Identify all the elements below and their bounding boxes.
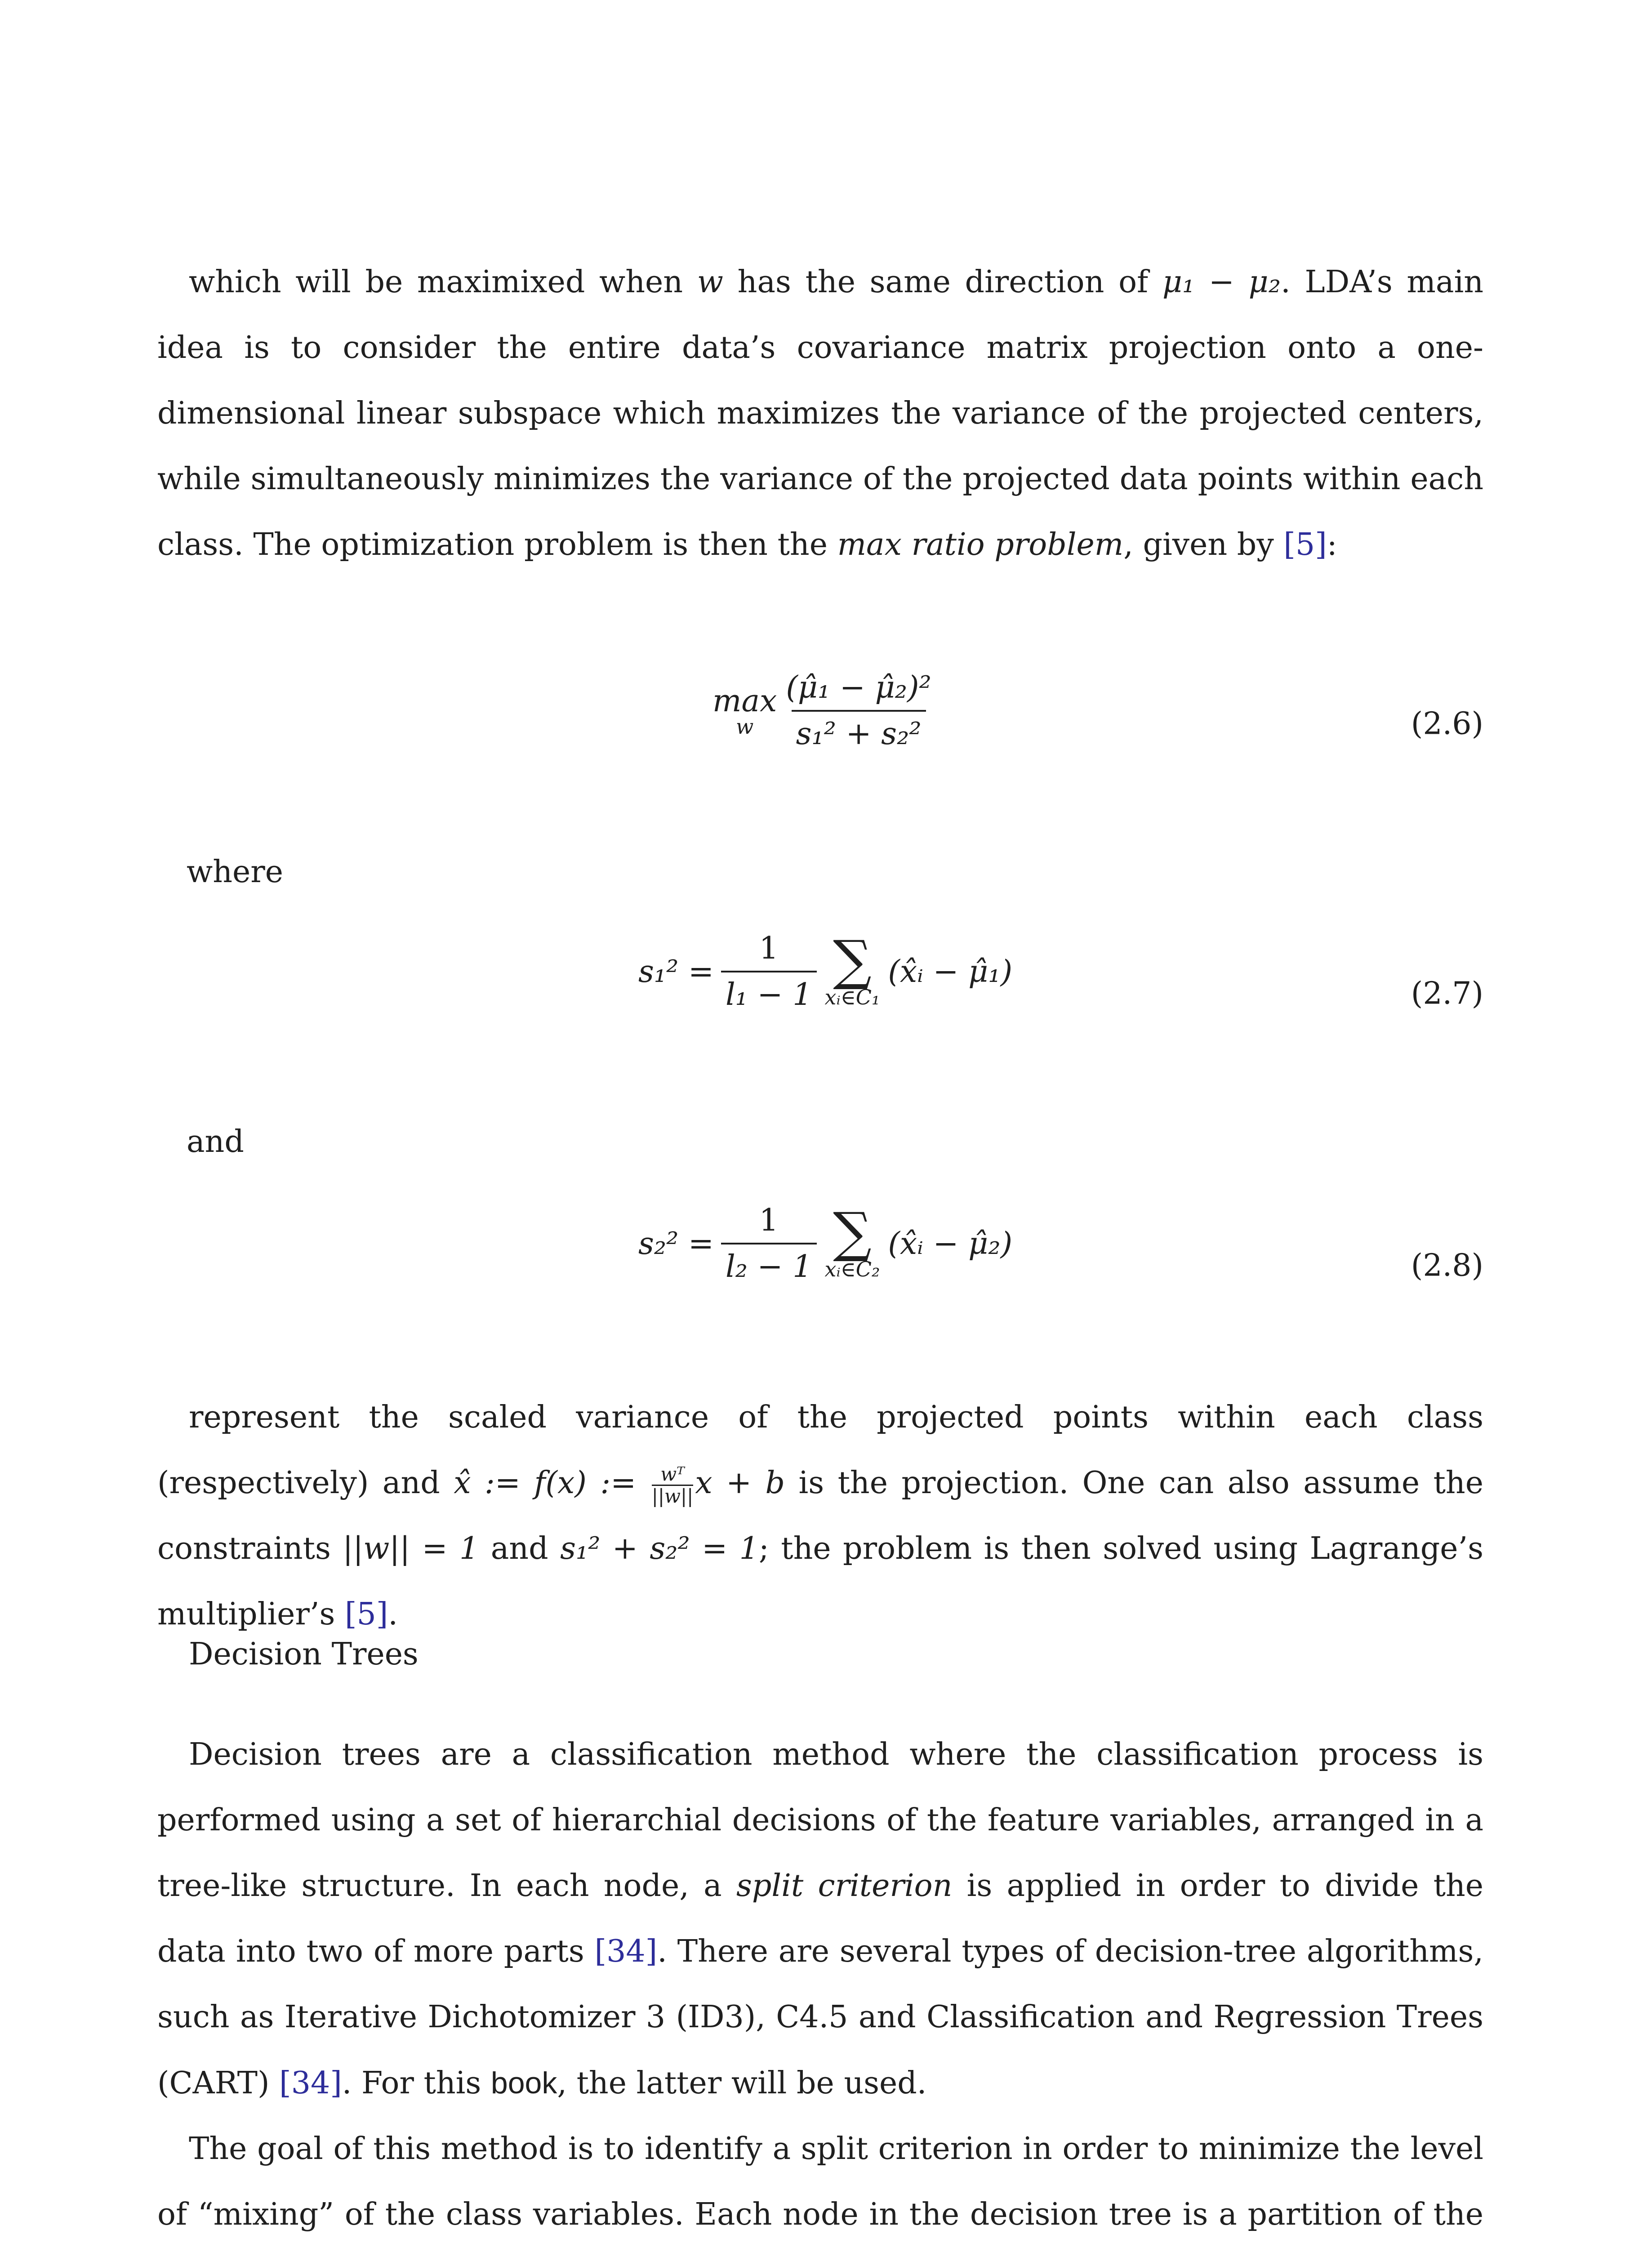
- inline-fraction: [652, 1464, 694, 1507]
- fraction-denominator: l₂ − 1: [721, 1243, 816, 1285]
- summation-operator: [824, 929, 880, 1009]
- text-run: ; the problem is then solved using Lagrange’s multiplier’s: [157, 1531, 1483, 1632]
- text-run: , given by: [1123, 527, 1284, 562]
- max-label: max: [712, 683, 777, 719]
- sigma-symbol: ∑: [833, 929, 872, 992]
- text-run: . For this: [342, 2065, 491, 2101]
- equation-2-6: [0, 652, 1652, 796]
- fraction-numerator: wᵀ: [660, 1463, 685, 1485]
- paragraph-lda-intro: [157, 250, 1483, 578]
- summation-term: (x̂ᵢ − μ̂₁): [888, 954, 1013, 990]
- fraction-numerator: 1: [759, 931, 779, 966]
- fraction-numerator: 1: [759, 1203, 779, 1238]
- text-run: has the same direction of: [723, 264, 1162, 300]
- paragraph-goal: The goal of this method is to identify a split criterion in order to minimize the level of “mixing” of the class variables. Each node in the decision tree is a partition of the: [157, 2131, 1483, 2232]
- math-projection-lhs: x̂ := f(x) :=: [454, 1465, 637, 1501]
- and-label: and: [187, 1124, 244, 1160]
- fraction-denominator: l₁ − 1: [721, 971, 816, 1012]
- scale-fraction: [721, 931, 816, 1012]
- text-run: is applied in order to divide the data into two of more parts: [157, 1868, 1483, 1969]
- ratio-fraction: [781, 670, 935, 752]
- equation-2-8: [0, 1194, 1652, 1338]
- equation-lhs: s₂² =: [638, 1226, 714, 1262]
- text-run: represent the scaled variance of the projected points within each class (respectively) and: [157, 1400, 1483, 1501]
- citation-link[interactable]: [5]: [345, 1597, 388, 1632]
- text-run: . There are several types of decision-tree algorithms, such as Iterative Dichotomizer 3 (ID3), C4.5 and Classification and Regression Trees (CART): [157, 1934, 1483, 2101]
- term-max-ratio: max ratio problem: [837, 527, 1124, 562]
- summation-operator: [824, 1201, 880, 1281]
- paragraph-variance-explanation: [157, 1385, 1483, 1647]
- math-variance-constraint: s₁² + s₂² = 1: [560, 1531, 759, 1566]
- fraction-numerator: (μ̂₁ − μ̂₂)²: [786, 670, 931, 705]
- text-run: :: [1327, 527, 1337, 562]
- text-run: , the latter will be used.: [557, 2065, 927, 2101]
- scale-fraction: [721, 1203, 816, 1285]
- sigma-symbol: ∑: [833, 1201, 872, 1264]
- equation-2-7: [0, 922, 1652, 1066]
- paragraph-decision-trees: [157, 1722, 1483, 2248]
- summation-subscript: xᵢ∈C₁: [824, 985, 880, 1009]
- text-run: which will be maximixed when: [189, 264, 697, 300]
- fraction-denominator: ||w||: [651, 1485, 694, 1507]
- fraction-denominator: s₁² + s₂²: [792, 710, 926, 752]
- term-split-criterion: split criterion: [736, 1868, 953, 1904]
- max-subscript: w: [736, 714, 754, 739]
- section-heading: Decision Trees: [189, 1637, 419, 1672]
- math-projection-rhs: x + b: [695, 1465, 785, 1501]
- summation-term: (x̂ᵢ − μ̂₂): [888, 1226, 1013, 1262]
- equation-lhs: s₁² =: [638, 954, 714, 990]
- math-mu-diff: μ₁ − μ₂: [1162, 264, 1281, 300]
- where-label: where: [187, 854, 283, 890]
- math-w: w: [697, 264, 723, 300]
- equation-number: (2.7): [1411, 976, 1483, 1012]
- text-run: Decision trees are a classification method where the classification process is performed using a set of hierarchial decisions of the feature variables, arranged in a tree-like structure. In each node, a: [157, 1737, 1483, 1904]
- text-run: is the projection. One can also assume the constraints: [157, 1465, 1483, 1566]
- text-run: .: [388, 1597, 398, 1632]
- text-run-book: book: [490, 2066, 557, 2100]
- citation-link[interactable]: [34]: [594, 1934, 658, 1969]
- summation-subscript: xᵢ∈C₂: [824, 1257, 880, 1281]
- citation-link[interactable]: [34]: [279, 2065, 342, 2101]
- equation-number: (2.6): [1411, 706, 1483, 742]
- equation-number: (2.8): [1411, 1248, 1483, 1284]
- math-norm-constraint: ||w|| = 1: [343, 1531, 479, 1566]
- max-operator: [712, 683, 777, 739]
- text-run: and: [479, 1531, 561, 1566]
- citation-link[interactable]: [5]: [1283, 527, 1327, 562]
- text-run: . LDA’s main idea is to consider the entire data’s covariance matrix projection onto a one-dimensional linear subspace which maximizes the variance of the projected centers, while simultaneously minimizes the variance of the projected data points within each class. The optimization problem is then the: [157, 264, 1483, 562]
